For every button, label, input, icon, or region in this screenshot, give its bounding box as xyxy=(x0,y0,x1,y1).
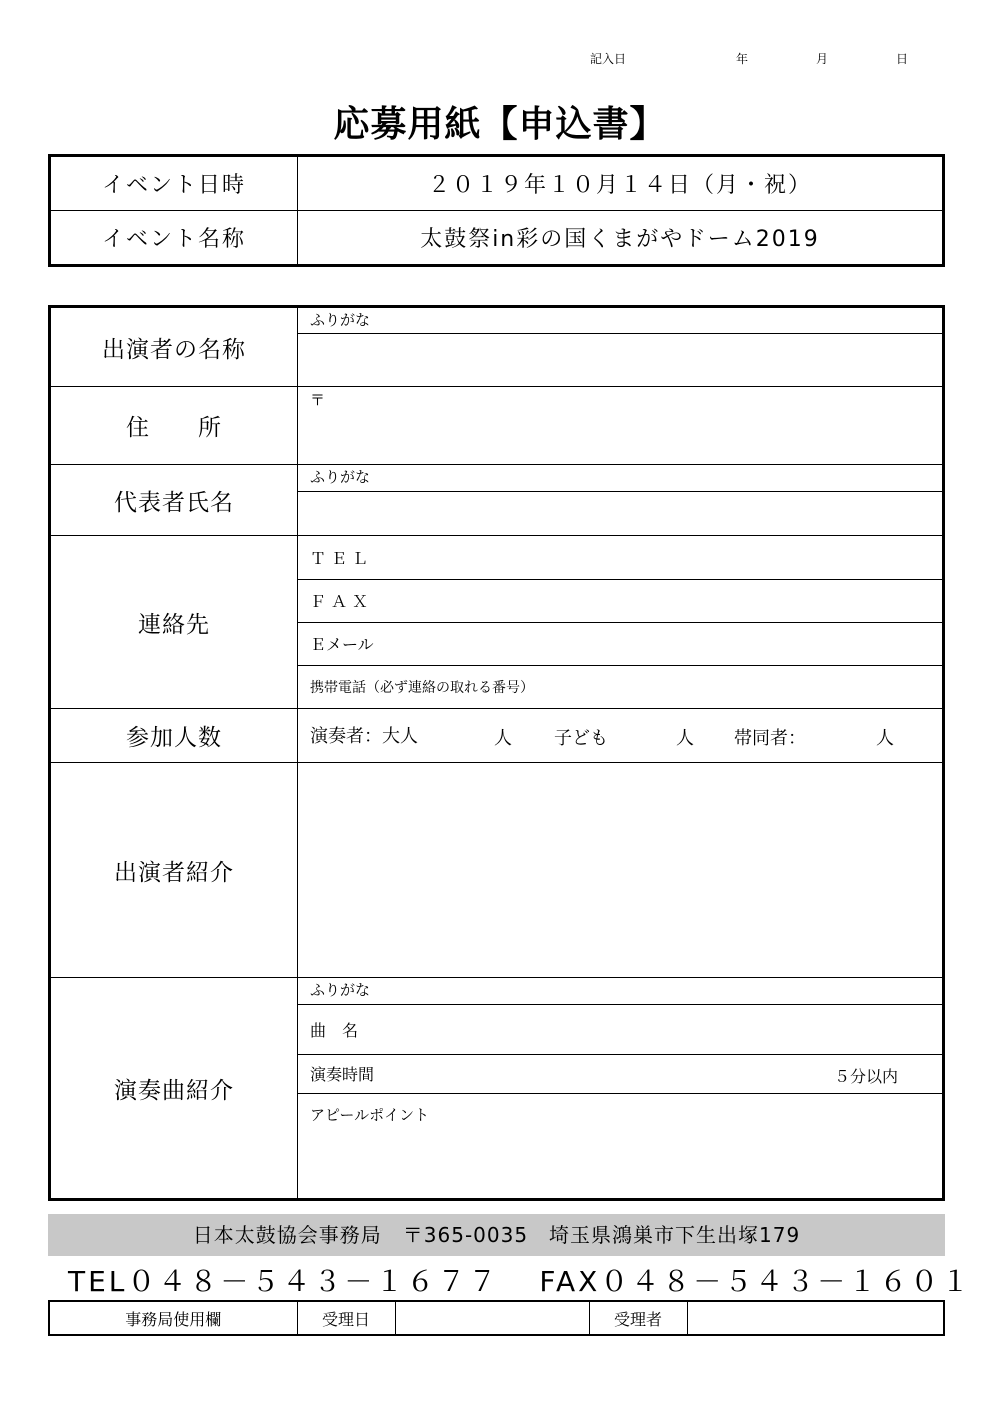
players-adult-label: 演奏者：大人 xyxy=(310,726,418,748)
mobile-label: 携帯電話（必ず連絡の取れる番号） xyxy=(310,679,534,696)
office-address: 日本太鼓協会事務局 〒365-0035 埼玉県鴻巣市下生出塚179 xyxy=(48,1214,945,1256)
year-label: 年 xyxy=(736,52,749,66)
children-label: 子ども xyxy=(554,727,608,749)
office-phones xyxy=(68,1260,973,1300)
received-date-label: 受理日 xyxy=(297,1301,395,1335)
appeal-point-field[interactable] xyxy=(298,1093,944,1199)
tel-field[interactable] xyxy=(298,536,944,579)
companions-label: 帯同者： xyxy=(734,727,806,749)
event-name-label: イベント名称 xyxy=(50,211,298,266)
piece-label: 演奏曲紹介 xyxy=(50,978,298,1200)
event-date-value: ２０１９年１０月１４日（月・祝） xyxy=(298,156,944,211)
appeal-point-label: アピールポイント xyxy=(310,1105,430,1124)
page-title: 応募用紙【申込書】 xyxy=(333,104,667,145)
performer-name-field[interactable] xyxy=(298,334,944,387)
representative-label: 代表者氏名 xyxy=(50,465,298,536)
participants-label: 参加人数 xyxy=(50,708,298,762)
fax-field[interactable] xyxy=(298,579,944,622)
entry-date-label: 記入日 xyxy=(590,52,627,66)
office-tel: TEL０４８－５４３－１６７７ xyxy=(68,1265,500,1298)
representative-name-field[interactable] xyxy=(298,492,944,536)
contact-label: 連絡先 xyxy=(50,536,298,708)
participants-field[interactable] xyxy=(298,708,944,762)
representative-furigana-field[interactable] xyxy=(298,465,944,492)
introduction-field[interactable] xyxy=(298,762,944,977)
office-fax: FAX０４８－５４３－１６０１ xyxy=(539,1265,973,1298)
email-label: Ｅメール xyxy=(310,635,374,655)
address-label: 住 所 xyxy=(50,387,298,465)
furigana-label: ふりがな xyxy=(310,468,371,487)
email-field[interactable] xyxy=(298,622,944,665)
event-name-row xyxy=(50,211,944,266)
fax-label: ＦＡＸ xyxy=(310,592,374,612)
day-label: 日 xyxy=(896,52,909,66)
tel-label: ＴＥＬ xyxy=(310,549,374,569)
companions-unit: 人 xyxy=(876,727,894,749)
event-date-row xyxy=(50,156,944,211)
office-use-table xyxy=(48,1300,945,1336)
song-name-field[interactable] xyxy=(298,1005,944,1054)
postal-mark: 〒 xyxy=(310,391,326,410)
performer-name-label: 出演者の名称 xyxy=(50,307,298,387)
office-use-label: 事務局使用欄 xyxy=(49,1301,297,1335)
piece-furigana-field[interactable] xyxy=(298,978,944,1005)
address-field[interactable] xyxy=(298,387,944,465)
application-form-table xyxy=(48,305,945,1201)
mobile-field[interactable] xyxy=(298,665,944,708)
received-date-field[interactable] xyxy=(395,1301,589,1335)
event-name-value: 太鼓祭in彩の国くまがやドーム2019 xyxy=(298,211,944,266)
furigana-label: ふりがな xyxy=(310,311,371,329)
adult-unit: 人 xyxy=(494,727,512,749)
event-info-table xyxy=(48,154,945,267)
time-limit: ５分以内 xyxy=(833,1066,898,1086)
song-name-label: 曲 名 xyxy=(310,1021,359,1041)
month-label: 月 xyxy=(816,52,829,66)
event-date-label: イベント日時 xyxy=(50,156,298,211)
performance-time-label: 演奏時間 xyxy=(310,1065,375,1085)
performer-furigana-field[interactable] xyxy=(298,307,944,334)
children-unit: 人 xyxy=(676,727,694,749)
introduction-label: 出演者紹介 xyxy=(50,762,298,977)
receiver-label: 受理者 xyxy=(589,1301,687,1335)
receiver-field[interactable] xyxy=(687,1301,944,1335)
performance-time-field[interactable] xyxy=(298,1054,944,1093)
furigana-label: ふりがな xyxy=(310,981,371,1000)
